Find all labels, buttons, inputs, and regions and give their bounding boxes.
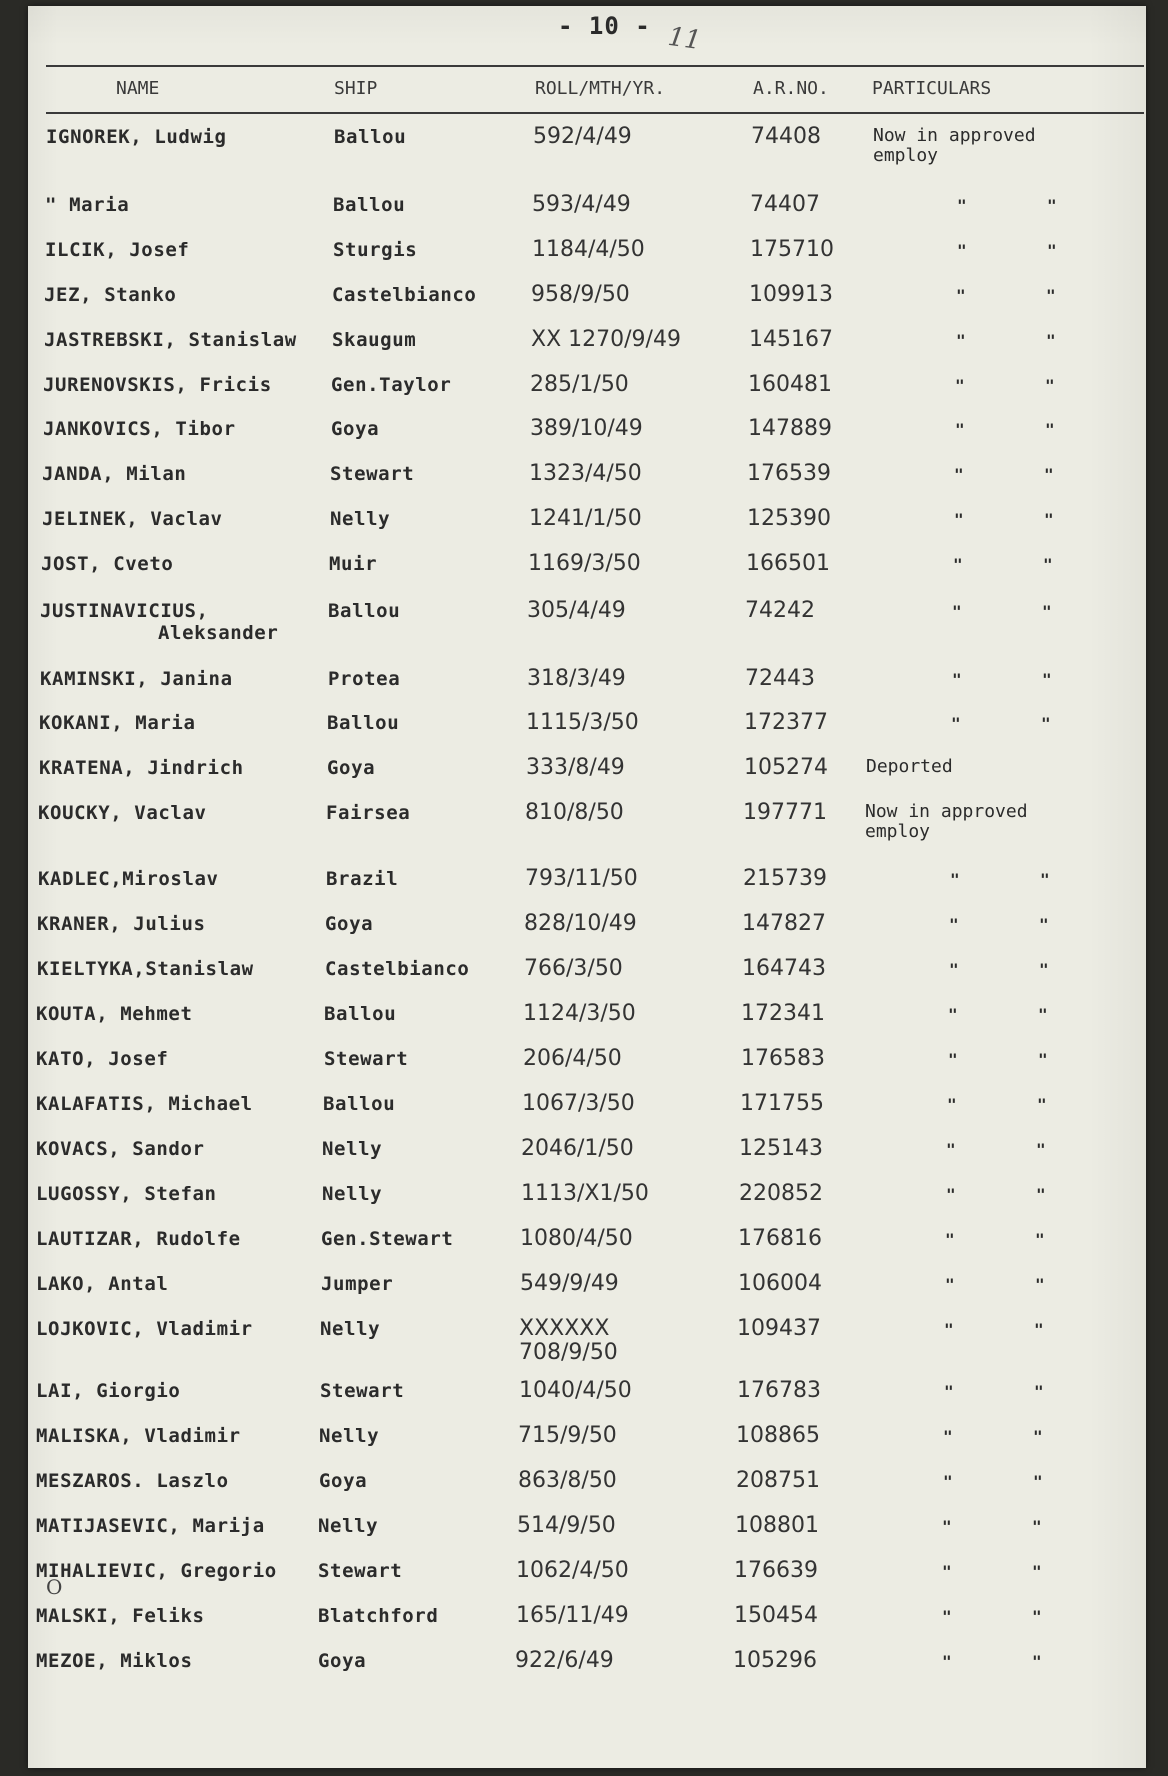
- page-number: - 10 -: [558, 12, 651, 40]
- table-row: [28, 327, 1146, 369]
- row-particulars-ditto: ": [1042, 602, 1052, 621]
- row-particulars-ditto: ": [1034, 1382, 1044, 1401]
- row-roll: 715/9/50: [518, 1423, 617, 1448]
- row-particulars-ditto: ": [1044, 465, 1054, 484]
- row-name: LAKO, Antal: [36, 1273, 169, 1295]
- row-particulars-ditto: ": [951, 714, 961, 733]
- row-ar-no: 108801: [735, 1513, 819, 1538]
- row-ship: Fairsea: [326, 802, 411, 824]
- row-particulars-ditto: ": [945, 1275, 955, 1294]
- row-ar-no: 172341: [741, 1001, 825, 1026]
- row-ar-no: 172377: [744, 710, 828, 735]
- row-name: JASTREBSKI, Stanislaw: [44, 329, 297, 351]
- row-name: LAI, Giorgio: [36, 1380, 181, 1402]
- row-name-continued: Aleksander: [158, 622, 279, 644]
- row-ar-no: 176583: [741, 1046, 825, 1071]
- row-particulars-ditto: ": [1039, 960, 1049, 979]
- table-row: [28, 956, 1146, 998]
- row-particulars-ditto: ": [948, 1050, 958, 1069]
- table-row: [28, 461, 1146, 503]
- row-name: KALAFATIS, Michael: [36, 1093, 253, 1115]
- row-roll: 206/4/50: [523, 1046, 622, 1071]
- handwritten-page-number: 11: [666, 21, 704, 57]
- handwritten-mark: O: [46, 1575, 63, 1599]
- row-ship: Jumper: [321, 1273, 394, 1295]
- row-roll: 2046/1/50: [521, 1136, 634, 1161]
- row-ship: Stewart: [324, 1048, 409, 1070]
- row-ship: Ballou: [328, 600, 401, 622]
- row-name: JANDA, Milan: [42, 463, 187, 485]
- row-ship: Goya: [319, 1470, 368, 1492]
- row-ar-no: 160481: [748, 372, 832, 397]
- row-ship: Goya: [325, 913, 374, 935]
- row-particulars-ditto: ": [946, 1140, 956, 1159]
- row-particulars-ditto: ": [950, 870, 960, 889]
- row-particulars-ditto: ": [942, 1607, 952, 1626]
- row-ar-no: 125390: [747, 506, 831, 531]
- header-particulars: PARTICULARS: [872, 78, 992, 99]
- row-ar-no: 74407: [750, 192, 820, 217]
- row-name: MEZOE, Miklos: [36, 1650, 193, 1672]
- row-ship: Stewart: [320, 1380, 405, 1402]
- row-ar-no: 171755: [740, 1091, 824, 1116]
- row-particulars-ditto: ": [1046, 286, 1056, 305]
- row-ar-no: 125143: [739, 1136, 823, 1161]
- table-row: [28, 598, 1146, 644]
- row-name: JEZ, Stanko: [44, 284, 177, 306]
- row-ar-no: 145167: [749, 327, 833, 352]
- row-ar-no: 109913: [749, 282, 833, 307]
- row-ar-no: 109437: [737, 1316, 821, 1341]
- row-particulars: Now in approved employ: [865, 801, 1028, 842]
- row-particulars-ditto: ": [1043, 555, 1053, 574]
- header-ship: SHIP: [334, 78, 378, 99]
- table-header: [28, 78, 1146, 102]
- row-name: KRATENA, Jindrich: [39, 757, 244, 779]
- row-particulars-ditto: ": [1046, 331, 1056, 350]
- row-particulars-ditto: ": [949, 915, 959, 934]
- header-roll: ROLL/MTH/YR.: [535, 78, 666, 99]
- row-roll: 1169/3/50: [528, 551, 641, 576]
- row-ship: Nelly: [322, 1183, 383, 1205]
- row-roll: 863/8/50: [518, 1468, 617, 1493]
- row-roll: 1062/4/50: [516, 1558, 629, 1583]
- row-ar-no: 105274: [744, 755, 828, 780]
- row-particulars-ditto: ": [1041, 714, 1051, 733]
- row-ship: Ballou: [333, 194, 406, 216]
- row-roll: 593/4/49: [532, 192, 631, 217]
- row-particulars-ditto: ": [1044, 510, 1054, 529]
- row-ar-no: 176783: [737, 1378, 821, 1403]
- row-roll: 1040/4/50: [519, 1378, 632, 1403]
- row-particulars-ditto: ": [1037, 1095, 1047, 1114]
- row-name: LUGOSSY, Stefan: [36, 1183, 217, 1205]
- table-row: [28, 1091, 1146, 1133]
- row-particulars: Deported: [866, 756, 953, 777]
- row-roll: 285/1/50: [530, 372, 629, 397]
- row-ar-no: 147827: [742, 911, 826, 936]
- row-name: JURENOVSKIS, Fricis: [43, 374, 272, 396]
- row-particulars-ditto: ": [1033, 1472, 1043, 1491]
- row-ship: Brazil: [326, 868, 399, 890]
- table-row: [28, 124, 1146, 166]
- row-roll: 389/10/49: [530, 416, 643, 441]
- row-ship: Ballou: [334, 126, 407, 148]
- row-name: KRANER, Julius: [37, 913, 206, 935]
- row-ar-no: 150454: [734, 1603, 818, 1628]
- row-ar-no: 108865: [736, 1423, 820, 1448]
- row-ship: Castelbianco: [332, 284, 477, 306]
- row-roll: 1323/4/50: [529, 461, 642, 486]
- table-row: [28, 1558, 1146, 1600]
- table-row: [28, 755, 1146, 797]
- row-roll: 1113/X1/50: [521, 1181, 649, 1206]
- row-ar-no: 105296: [733, 1648, 817, 1673]
- row-name: MATIJASEVIC, Marija: [36, 1515, 265, 1537]
- row-name: JANKOVICS, Tibor: [43, 418, 236, 440]
- row-particulars-ditto: ": [955, 420, 965, 439]
- table-row: [28, 1271, 1146, 1313]
- row-name: JELINEK, Vaclav: [42, 508, 223, 530]
- row-name: MALISKA, Vladimir: [36, 1425, 241, 1447]
- row-particulars-ditto: ": [1035, 1275, 1045, 1294]
- row-particulars-ditto: ": [1038, 1005, 1048, 1024]
- row-name: LOJKOVIC, Vladimir: [36, 1318, 253, 1340]
- row-name: IGNOREK, Ludwig: [46, 126, 227, 148]
- table-row: [28, 192, 1146, 234]
- row-roll: 922/6/49: [515, 1648, 614, 1673]
- row-particulars-ditto: ": [947, 1095, 957, 1114]
- row-particulars-ditto: ": [944, 1382, 954, 1401]
- row-roll: 514/9/50: [517, 1513, 616, 1538]
- table-row: [28, 1513, 1146, 1555]
- table-row: [28, 1181, 1146, 1223]
- row-ship: Gen.Taylor: [331, 374, 452, 396]
- row-ar-no: 175710: [750, 237, 834, 262]
- row-particulars-ditto: ": [1047, 241, 1057, 260]
- row-ship: Ballou: [324, 1003, 397, 1025]
- row-particulars-ditto: ": [1047, 196, 1057, 215]
- row-ar-no: 164743: [742, 956, 826, 981]
- row-particulars-ditto: ": [948, 1005, 958, 1024]
- table-row: [28, 1316, 1146, 1365]
- row-ship: Ballou: [327, 712, 400, 734]
- header-rule-bottom: [46, 112, 1144, 114]
- row-ar-no: 176539: [747, 461, 831, 486]
- row-particulars-ditto: ": [1032, 1562, 1042, 1581]
- row-ar-no: 106004: [738, 1271, 822, 1296]
- table-row: [28, 372, 1146, 414]
- row-particulars-ditto: ": [953, 555, 963, 574]
- row-roll: 1241/1/50: [529, 506, 642, 531]
- row-ship: Nelly: [330, 508, 391, 530]
- row-ship: Goya: [331, 418, 380, 440]
- row-roll: XX 1270/9/49: [531, 327, 681, 352]
- row-particulars-ditto: ": [1038, 1050, 1048, 1069]
- row-name: " Maria: [45, 194, 130, 216]
- row-name: MIHALIEVIC, Gregorio: [36, 1560, 277, 1582]
- row-name: LAUTIZAR, Rudolfe: [36, 1228, 241, 1250]
- table-row: [28, 551, 1146, 593]
- row-particulars-ditto: ": [942, 1517, 952, 1536]
- table-row: [28, 1648, 1146, 1690]
- row-ar-no: 74408: [751, 124, 821, 149]
- row-ar-no: 166501: [746, 551, 830, 576]
- row-name: KOVACS, Sandor: [36, 1138, 205, 1160]
- row-particulars-ditto: ": [952, 602, 962, 621]
- row-particulars-ditto: ": [942, 1652, 952, 1671]
- row-ar-no: 197771: [743, 800, 827, 825]
- row-ar-no: 72443: [745, 666, 815, 691]
- row-particulars-ditto: ": [946, 1185, 956, 1204]
- row-particulars-ditto: ": [1045, 420, 1055, 439]
- row-roll: 165/11/49: [516, 1603, 629, 1628]
- row-ship: Ballou: [323, 1093, 396, 1115]
- row-particulars-ditto: ": [1034, 1320, 1044, 1339]
- row-name: JOST, Cveto: [41, 553, 174, 575]
- row-ship: Nelly: [320, 1318, 381, 1340]
- row-particulars-ditto: ": [1032, 1652, 1042, 1671]
- row-particulars-ditto: ": [945, 1230, 955, 1249]
- row-particulars-ditto: ": [1033, 1427, 1043, 1446]
- row-name: MESZAROS. Laszlo: [36, 1470, 229, 1492]
- table-row: [28, 282, 1146, 324]
- row-name: KOUTA, Mehmet: [36, 1003, 193, 1025]
- row-ar-no: 176639: [734, 1558, 818, 1583]
- row-ship: Stewart: [330, 463, 415, 485]
- header-rule-top: [46, 65, 1144, 67]
- row-particulars-ditto: ": [952, 670, 962, 689]
- row-particulars-ditto: ": [944, 1320, 954, 1339]
- row-name: KATO, Josef: [36, 1048, 169, 1070]
- row-particulars-ditto: ": [943, 1427, 953, 1446]
- row-ar-no: 74242: [745, 598, 815, 623]
- table-row: [28, 1423, 1146, 1465]
- row-particulars-ditto: ": [1045, 376, 1055, 395]
- table-row: [28, 911, 1146, 953]
- row-ship: Goya: [327, 757, 376, 779]
- row-ar-no: 220852: [739, 1181, 823, 1206]
- row-name: KAMINSKI, Janina: [40, 668, 233, 690]
- row-name: KADLEC,Miroslav: [38, 868, 219, 890]
- header-ar-no: A.R.NO.: [753, 78, 829, 99]
- row-roll: 333/8/49: [526, 755, 625, 780]
- row-name: ILCIK, Josef: [45, 239, 190, 261]
- row-particulars-ditto: ": [1039, 915, 1049, 934]
- table-row: [28, 1603, 1146, 1645]
- row-roll: 766/3/50: [524, 956, 623, 981]
- row-roll: 1067/3/50: [522, 1091, 635, 1116]
- row-particulars-ditto: ": [955, 376, 965, 395]
- table-row: [28, 1046, 1146, 1088]
- row-particulars-ditto: ": [942, 1562, 952, 1581]
- row-roll: 1115/3/50: [526, 710, 639, 735]
- row-roll: 318/3/49: [527, 666, 626, 691]
- row-particulars-ditto: ": [954, 465, 964, 484]
- table-row: [28, 416, 1146, 458]
- document-page: [28, 6, 1146, 1768]
- table-row: [28, 710, 1146, 752]
- table-row: [28, 1136, 1146, 1178]
- row-roll: 958/9/50: [531, 282, 630, 307]
- row-ship: Nelly: [322, 1138, 383, 1160]
- row-particulars-ditto: ": [1035, 1230, 1045, 1249]
- row-name: KOUCKY, Vaclav: [38, 802, 207, 824]
- row-particulars-ditto: ": [1036, 1185, 1046, 1204]
- row-particulars-ditto: ": [956, 331, 966, 350]
- row-ship: Muir: [329, 553, 378, 575]
- table-row: [28, 866, 1146, 908]
- header-name: NAME: [116, 78, 160, 99]
- table-row: [28, 506, 1146, 548]
- table-row: [28, 666, 1146, 708]
- row-roll: 1080/4/50: [520, 1226, 633, 1251]
- row-particulars-ditto: ": [1032, 1517, 1042, 1536]
- row-ship: Stewart: [318, 1560, 403, 1582]
- row-ship: Goya: [318, 1650, 367, 1672]
- row-roll: 810/8/50: [525, 800, 624, 825]
- row-particulars-ditto: ": [1036, 1140, 1046, 1159]
- row-ship: Castelbianco: [325, 958, 470, 980]
- row-particulars-ditto: ": [957, 241, 967, 260]
- row-ship: Nelly: [318, 1515, 379, 1537]
- row-roll: 592/4/49: [533, 124, 632, 149]
- row-ship: Gen.Stewart: [321, 1228, 454, 1250]
- row-name: KIELTYKA,Stanislaw: [37, 958, 254, 980]
- row-roll: 305/4/49: [527, 598, 626, 623]
- row-particulars: Now in approved employ: [873, 125, 1036, 166]
- row-particulars-ditto: ": [1032, 1607, 1042, 1626]
- table-row: [28, 1378, 1146, 1420]
- row-ship: Blatchford: [318, 1605, 439, 1627]
- row-particulars-ditto: ": [943, 1472, 953, 1491]
- row-roll: 828/10/49: [524, 911, 637, 936]
- row-particulars-ditto: ": [957, 196, 967, 215]
- row-ar-no: 176816: [738, 1226, 822, 1251]
- row-roll-corrected: 708/9/50: [519, 1340, 618, 1365]
- row-name: JUSTINAVICIUS,: [40, 600, 209, 622]
- row-roll: 549/9/49: [520, 1271, 619, 1296]
- row-ship: Protea: [328, 668, 401, 690]
- table-row: [28, 1468, 1146, 1510]
- row-roll: 1184/4/50: [532, 237, 645, 262]
- table-row: [28, 1001, 1146, 1043]
- row-name: KOKANI, Maria: [39, 712, 196, 734]
- table-row: [28, 237, 1146, 279]
- row-roll: 793/11/50: [525, 866, 638, 891]
- row-particulars-ditto: ": [954, 510, 964, 529]
- row-ar-no: 215739: [743, 866, 827, 891]
- row-roll: 1124/3/50: [523, 1001, 636, 1026]
- row-ship: Sturgis: [333, 239, 418, 261]
- row-roll: XXXXXX: [519, 1316, 610, 1341]
- row-name: MALSKI, Feliks: [36, 1605, 205, 1627]
- row-ship: Nelly: [319, 1425, 380, 1447]
- row-particulars-ditto: ": [1040, 870, 1050, 889]
- table-row: [28, 800, 1146, 842]
- row-particulars-ditto: ": [949, 960, 959, 979]
- row-ar-no: 208751: [736, 1468, 820, 1493]
- row-ship: Skaugum: [332, 329, 417, 351]
- row-particulars-ditto: ": [1042, 670, 1052, 689]
- table-row: [28, 1226, 1146, 1268]
- row-particulars-ditto: ": [956, 286, 966, 305]
- row-ar-no: 147889: [748, 416, 832, 441]
